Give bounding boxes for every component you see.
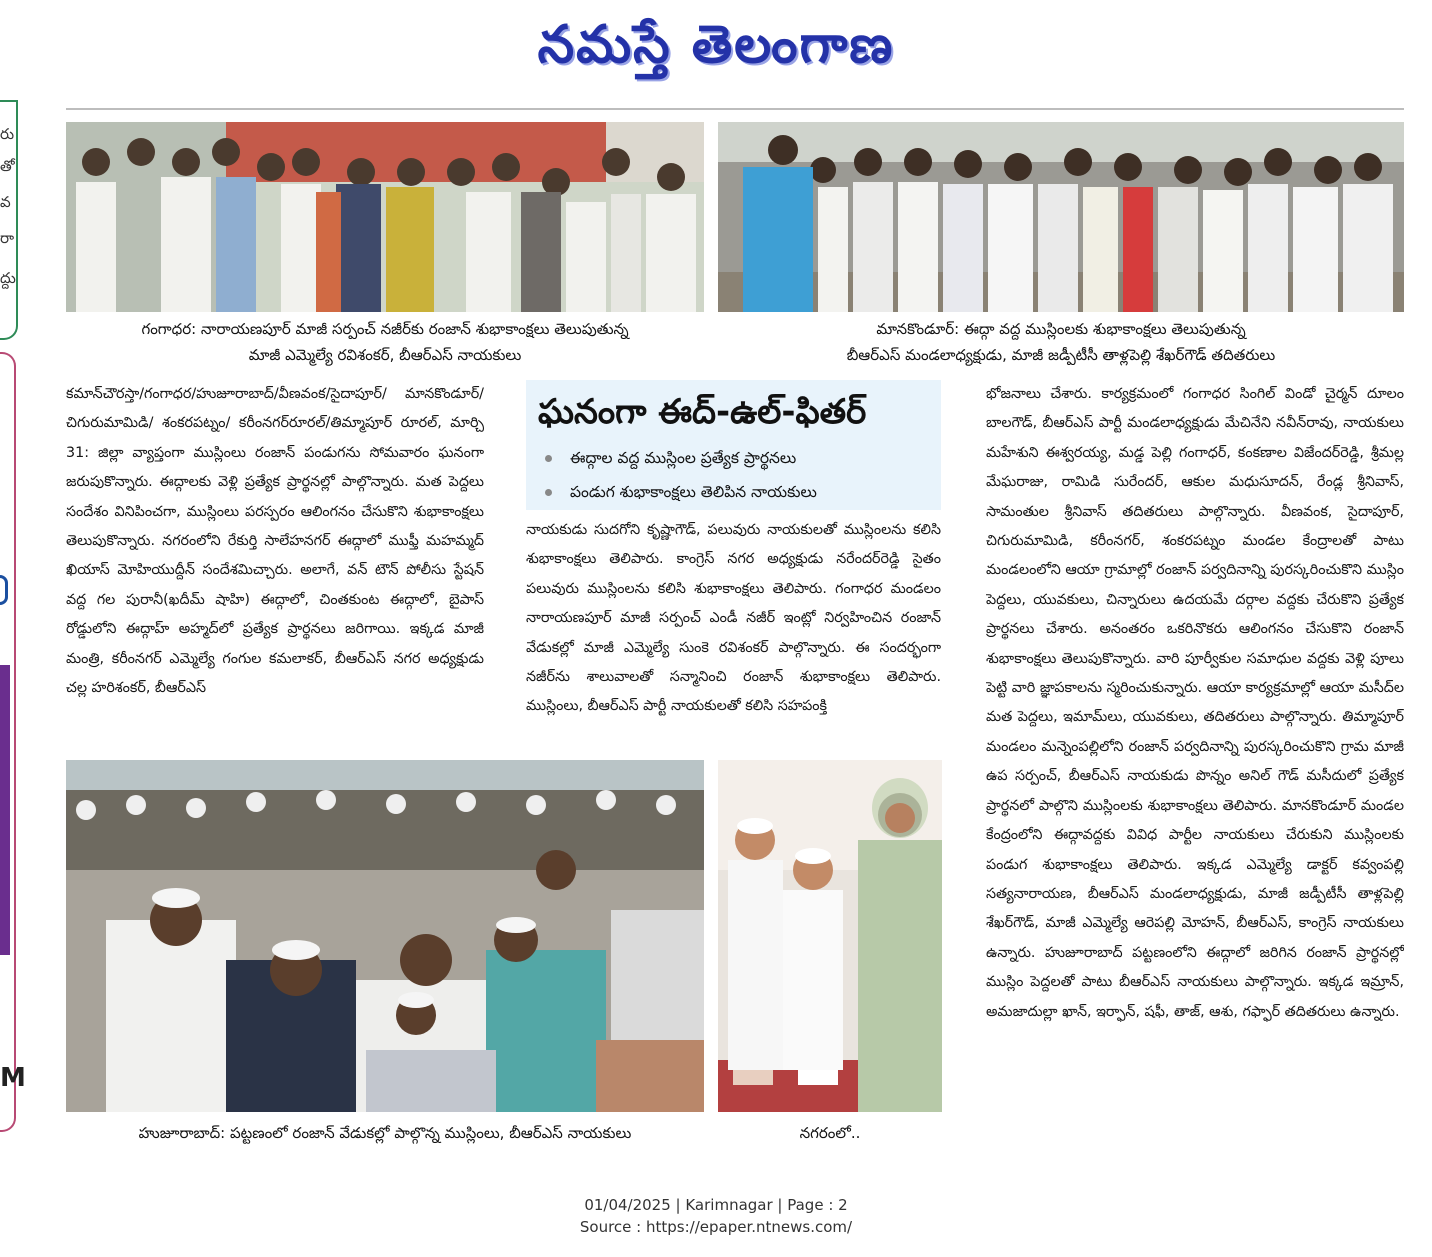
photo-children-city: [718, 760, 942, 1112]
edge-text: తో: [0, 157, 15, 175]
masthead-rule: [66, 108, 1404, 110]
edge-text: రా: [0, 229, 15, 247]
article-column-3: భోజనాలు చేశారు. కార్యక్రమంలో గంగాధర సింగిల్ విండో చైర్మన్ దూలం బాలగౌడ్, బీఆర్ఎస్ పార్టీ మండలాధ్యక్షుడు మేచినేని నవీన్‌రావు, నాయకులు మహేశుని ఈశ్వరయ్య, మడ్డ పెల్లి గంగాధర్, కంకణాల విజేందర్‌రెడ్డి, శ్రీమల్ల మేఘరాజు, రామిడి సురేందర్, ఆకుల మధుసూదన్, రేండ్ల శ్రీనివాస్, సామంతుల శ్రీనివాస్ తదితరులు పాల్గొన్నారు. వీణవంక, సైదాపూర్, చిగురుమామిడి, కరీంనగర్, శంకరపట్నం మండల కేంద్రాలతో పాటు మండలంలోని ఆయా గ్రామాల్లో రంజాన్ పర్వదినాన్ని పురస్కరించుకొని ముస్లిం పెద్దలు, యువకులు, చిన్నారులు ఉదయమే దర్గాల వద్దకు చేరుకొని ప్రత్యేక ప్రార్థనలు చేశారు. అనంతరం ఒకరినొకరు ఆలింగనం చేసుకొని రంజాన్ శుభాకాంక్షలు తెలుపుకొన్నారు. వారి పూర్వీకుల సమాధుల వద్దకు వెళ్లి పూలు పెట్టి వారి జ్ఞాపకాలను స్మరించుకున్నారు. ఆయా కార్యక్రమాల్లో ఆయా మసీద్‌ల మత పెద్దలు, ఇమామ్‌లు, యువకులు, తదితరులు పాల్గొన్నారు. తిమ్మాపూర్ మండలం మన్నెంపల్లిలోని రంజాన్ పర్వదినాన్ని పురస్కరించుకొని గ్రామ మాజీ ఉప సర్పంచ్, బీఆర్ఎస్ నాయకుడు పొన్నం అనిల్ గౌడ్ మసీదులో ప్రత్యేక ప్రార్థనలో పాల్గొని ముస్లింలకు శుభాకాంక్షలు తెలిపారు. మానకొండూర్ మండల కేంద్రంలోని ఈద్గావద్దకు వివిధ పార్టీల నాయకులు చేరుకుని ముస్లింలకు పండుగ శుభాకాంక్షలు తెలిపారు. ఇక్కడ ఎమ్మెల్యే డాక్టర్ కవ్వంపల్లి సత్యనారాయణ, బీఆర్ఎస్ మండలాధ్యక్షుడు, మాజీ జడ్పీటీసీ తాళ్లపెల్లి శేఖర్‌గౌడ్, మాజీ ఎమ్మెల్యే ఆరెపల్లి మోహన్, బీఆర్ఎస్, కాంగ్రెస్ నాయకులు ఉన్నారు. హుజూరాబాద్ పట్టణంలోని ఈద్గాలో జరిగిన రంజాన్ ప్రార్థనల్లో ముస్లిం పెద్దలతో పాటు బీఆర్ఎస్ నాయకులు పాల్గొన్నారు. ఇక్కడ ఇమ్రాన్, అమజాదుల్లా ఖాన్, ఇర్ఫాన్, షఫీ, తాజ్, ఆశు, గఫ్ఫార్ తదితరులు ఉన్నారు.: [986, 386, 1404, 1020]
photo-manakondur-eidgah: [718, 122, 1404, 312]
edge-text: వ: [0, 193, 11, 211]
article-column-2: నాయకుడు సుదగోని కృష్ణాగౌడ్, పలువురు నాయకులతో ముస్లింలను కలిసి శుభాకాంక్షలు తెలిపారు. కాంగ్రెస్ నగర అధ్యక్షుడు నరేందర్‌రెడ్డి సైతం పలువురు ముస్లింలను కలిసి శుభాకాంక్షలు తెలిపారు. గంగాధర మండలం నారాయణపూర్ మాజీ సర్పంచ్ ఎండీ నజీర్ ఇంట్లో నిర్వహించిన రంజాన్ వేడుకల్లో మాజీ ఎమ్మెల్యే సుంకె రవిశంకర్ పాల్గొన్నారు. ఈ సందర్భంగా నజీర్‌ను శాలువాలతో సన్మానించి రంజాన్ శుభాకాంక్షలు తెలిపారు. ముస్లింలు, బీఆర్ఎస్ పార్టీ నాయకులతో కలిసి సహపంక్తి: [526, 522, 941, 715]
headline-bullet: [545, 444, 796, 472]
caption-line: మాజీ ఎమ్మెల్యే రవిశంకర్, బీఆర్ఎస్ నాయకులు: [248, 346, 522, 364]
edge-text: ద్దు: [0, 269, 16, 287]
footer-date-page: 01/04/2025 | Karimnagar | Page : 2: [584, 1196, 848, 1214]
bullet-text: ఈద్గాల వద్ద ముస్లింల ప్రత్యేక ప్రార్థనలు: [570, 449, 797, 467]
bullet-dot: [545, 489, 552, 496]
article-column-1: కమాన్‌చౌరస్తా/గంగాధర/హుజూరాబాద్/వీణవంక/సైదాపూర్/ మానకొండూర్/ చిగురుమామిడి/ శంకరపట్నం/ కరీంనగర్‌రూరల్/తిమ్మాపూర్ రూరల్, మార్చి 31: జిల్లా వ్యాప్తంగా ముస్లింలు రంజాన్ పండుగను సోమవారం ఘనంగా జరుపుకొన్నారు. ఈద్గాలకు వెళ్లి ప్రత్యేక ప్రార్థనల్లో పాల్గొన్నారు. మత పెద్దలు సందేశం వినిపించగా, ముస్లింలు పరస్పరం ఆలింగనం చేసుకొని శుభాకాంక్షలు తెలుపుకొన్నారు. నగరంలోని రేకుర్తి సాలేహనగర్ ఈద్గాలో ముఫ్తీ మహమ్మద్ ఖియాస్ మోహియుద్దీన్ సందేశమిచ్చారు. అలాగే, వన్ టౌన్ పోలీసు స్టేషన్ వద్ద గల పురానీ(ఖదీమ్ షాహి) ఈద్గాలో, చింతకుంట ఈద్గాలో, బైపాస్ రోడ్డులోని ఈద్గాహ్ అహ్మద్‌లో ప్రత్యేక ప్రార్థనలు జరిగాయి. ఇక్కడ మాజీ మంత్రి, కరీంనగర్ ఎమ్మెల్యే గంగుల కమలాకర్, బీఆర్ఎస్ నగర అధ్యక్షుడు చల్ల హరిశంకర్, బీఆర్ఎస్: [66, 386, 484, 697]
edge-advert-strip: [0, 665, 10, 955]
edge-text: రు: [0, 125, 15, 143]
bullet-text: పండుగ శుభాకాంక్షలు తెలిపిన నాయకులు: [570, 483, 817, 501]
caption-line: గంగాధర: నారాయణపూర్ మాజీ సర్పంచ్ నజీర్‌కు రంజాన్ శుభాకాంక్షలు తెలుపుతున్న: [141, 320, 629, 338]
bullet-dot: [545, 455, 552, 462]
footer-source: Source : https://epaper.ntnews.com/: [579, 1218, 853, 1236]
photo-gangadhara-greeting: [66, 122, 704, 312]
caption-top-left: [66, 316, 704, 368]
caption-bottom-right: నగరంలో..: [799, 1124, 861, 1142]
edge-decoration: [0, 575, 8, 605]
edge-letter: M: [0, 1063, 26, 1093]
article-headline: ఘనంగా ఈద్-ఉల్-ఫితర్: [538, 392, 867, 432]
photo-huzurabad-prayers: [66, 760, 704, 1112]
masthead-title: నమస్తే తెలంగాణ: [537, 14, 895, 75]
headline-bullet: [545, 478, 817, 506]
caption-bottom-left: హుజూరాబాద్: పట్టణంలో రంజాన్ వేడుకల్లో పాల్గొన్న ముస్లింలు, బీఆర్ఎస్ నాయకులు: [138, 1124, 632, 1142]
caption-top-right: [718, 316, 1404, 368]
caption-line: బీఆర్ఎస్ మండలాధ్యక్షుడు, మాజీ జడ్పీటీసీ తాళ్లపెల్లి శేఖర్‌గౌడ్ తదితరులు: [846, 346, 1276, 364]
caption-line: మానకొండూర్: ఈద్గా వద్ద ముస్లింలకు శుభాకాంక్షలు తెలుపుతున్న: [876, 320, 1246, 338]
